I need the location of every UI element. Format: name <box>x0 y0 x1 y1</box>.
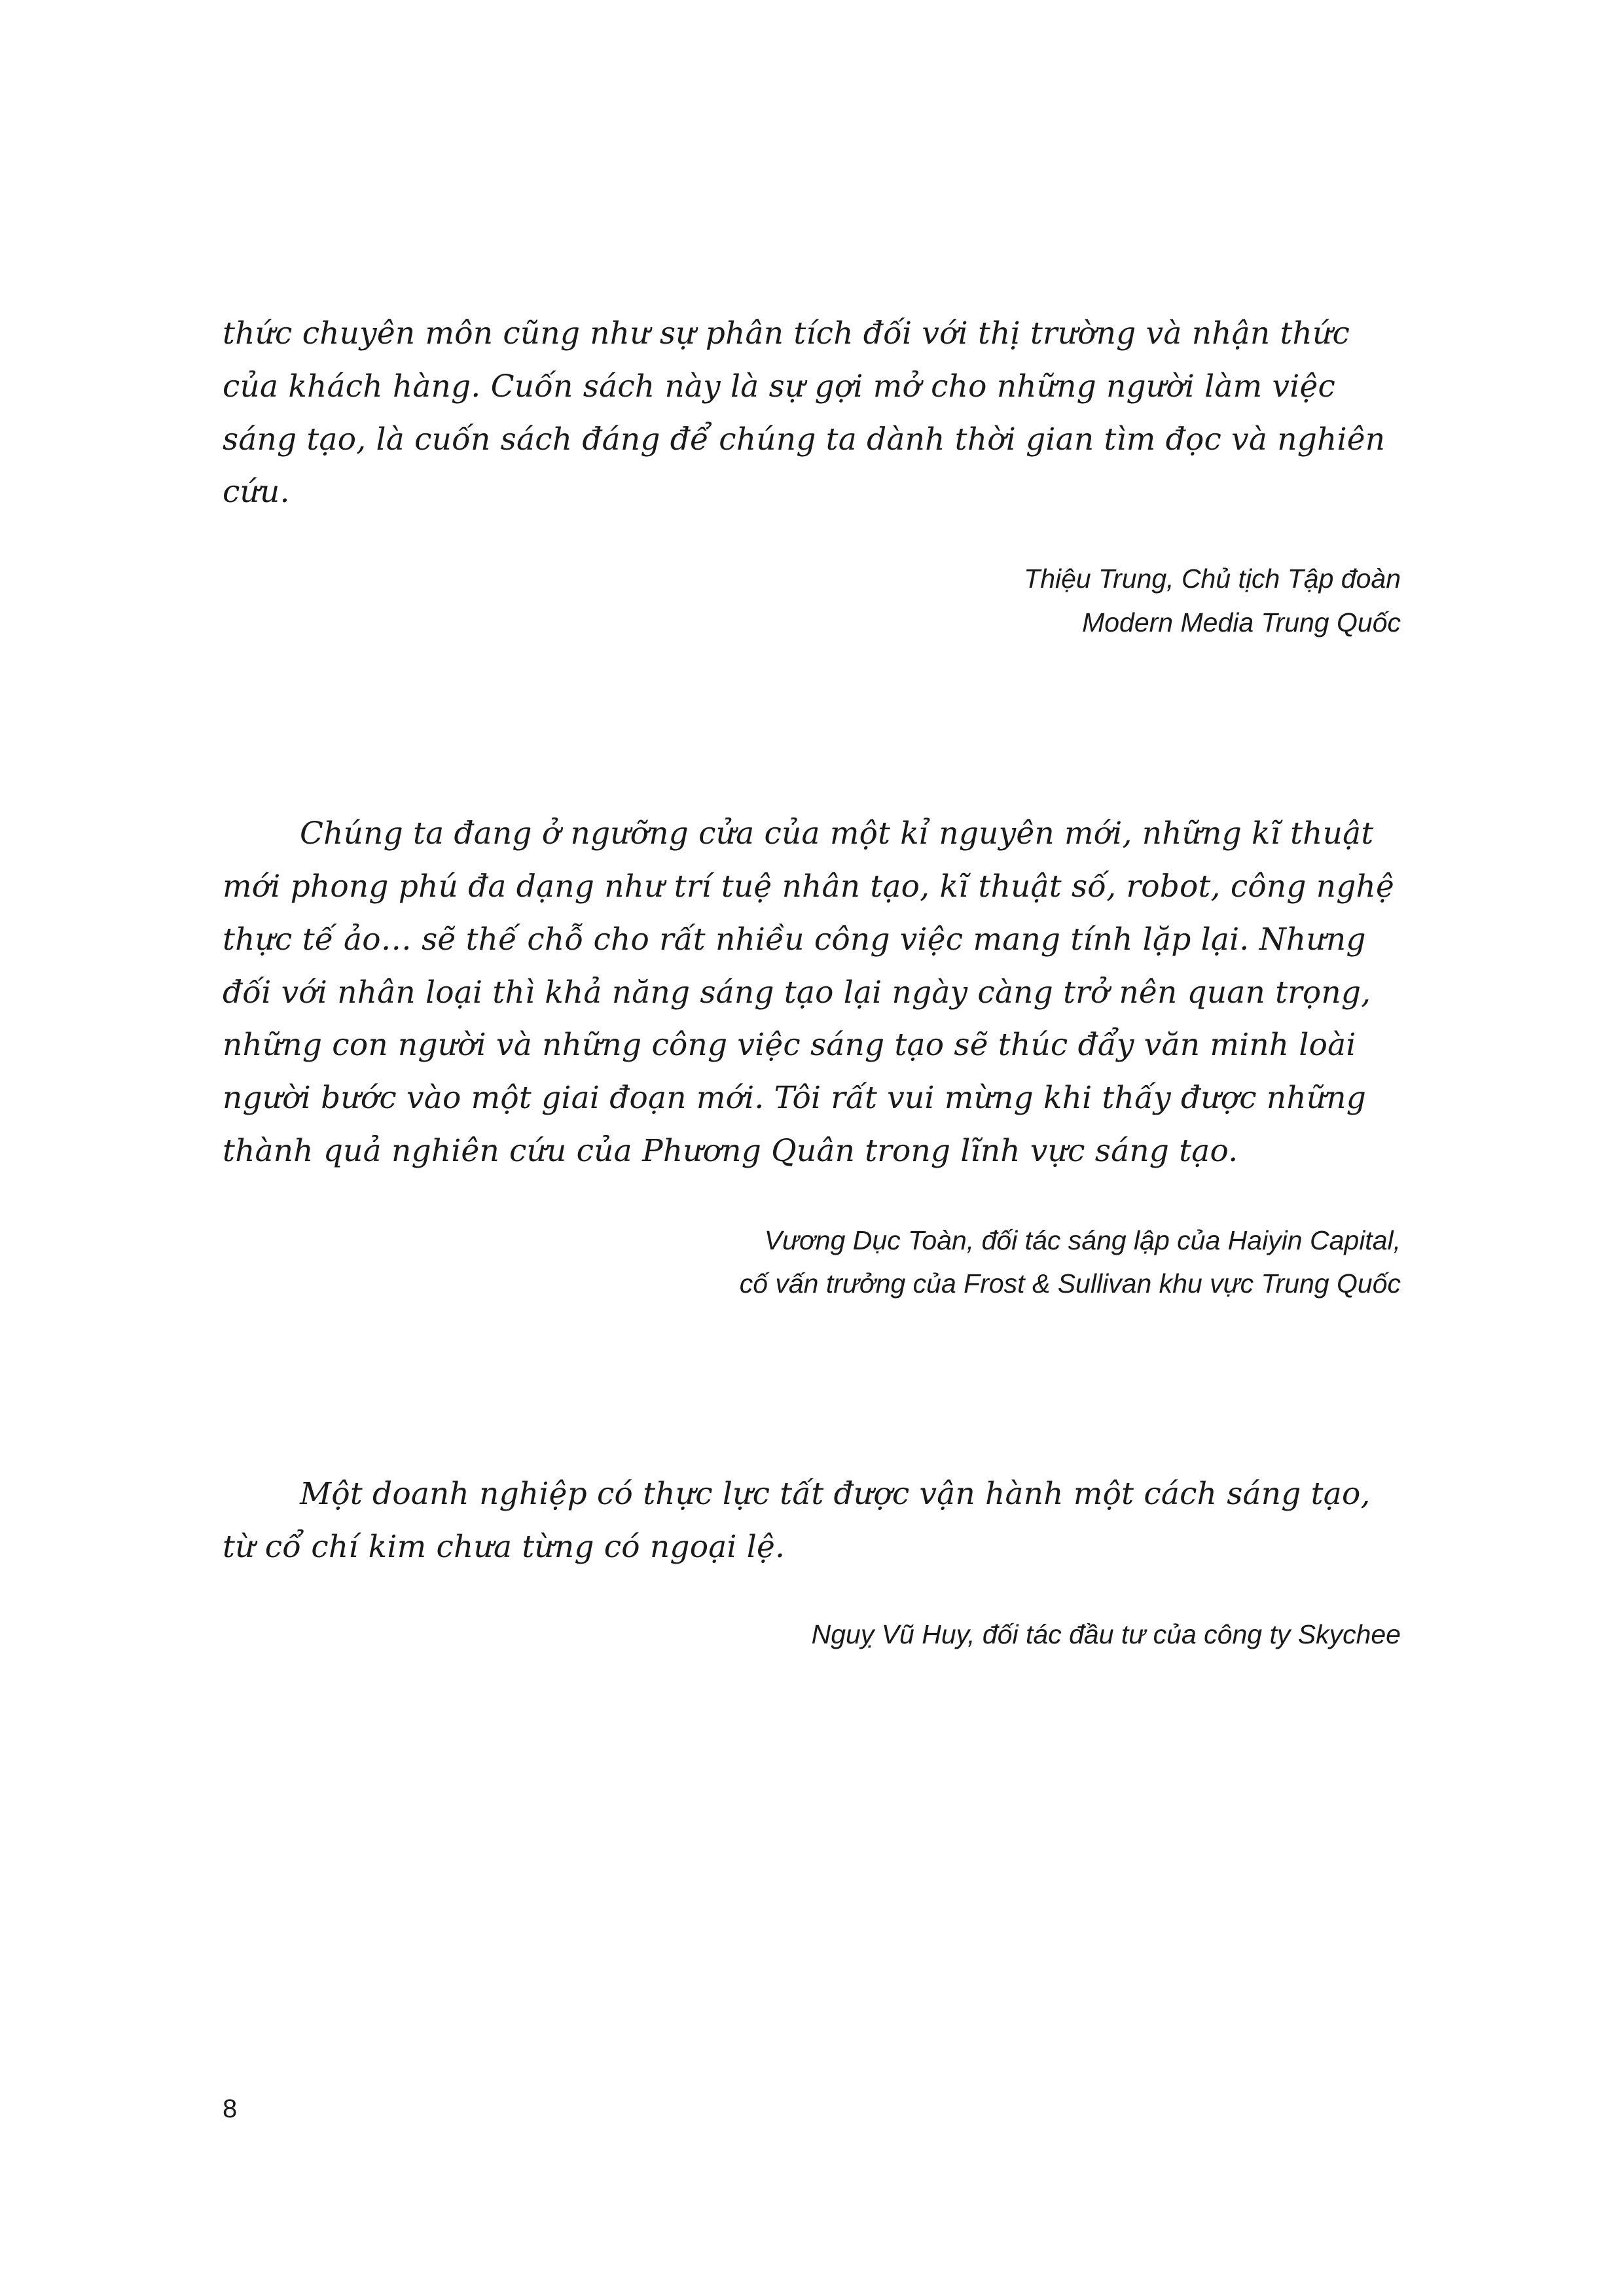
quote-attribution-2-line-2: cố vấn trưởng của Frost & Sullivan khu vực Trung Quốc <box>739 1268 1401 1299</box>
page-number: 8 <box>223 2094 238 2123</box>
quote-paragraph-1: thức chuyên môn cũng như sự phân tích đối với thị trường và nhận thức của khách hàng. Cuốn sách này là sự gợi mở cho những người làm việc sáng tạo, là cuốn sách đáng để chúng ta dành thời gian tìm đọc và nghiên cứu. <box>223 315 1386 511</box>
quote-attribution-1-line-1: Thiệu Trung, Chủ tịch Tập đoàn <box>1024 564 1401 594</box>
quote-attribution-3-line-1: Nguỵ Vũ Huy, đối tác đầu tư của công ty Skychee <box>811 1619 1401 1650</box>
quote-paragraph-2: Chúng ta đang ở ngưỡng cửa của một kỉ nguyên mới, những kĩ thuật mới phong phú đa dạng như trí tuệ nhân tạo, kĩ thuật số, robot, công nghệ thực tế ảo… sẽ thế chỗ cho rất nhiều công việc mang tính lặp lại. Nhưng đối với nhân loại thì khả năng sáng tạo lại ngày càng trở nên quan trọng, những con người và những công việc sáng tạo sẽ thúc đẩy văn minh loài người bước vào một giai đoạn mới. Tôi rất vui mừng khi thấy được những thành quả nghiên cứu của Phương Quân trong lĩnh vực sáng tạo. <box>223 816 1394 1170</box>
page-content <box>223 308 1401 1657</box>
quote-attribution-1-line-2: Modern Media Trung Quốc <box>1082 607 1401 637</box>
quote-paragraph-3: Một doanh nghiệp có thực lực tất được vận hành một cách sáng tạo, từ cổ chí kim chưa từng có ngoại lệ. <box>223 1475 1371 1565</box>
quote-attribution-2-line-1: Vương Dục Toàn, đối tác sáng lập của Haiyin Capital, <box>764 1225 1401 1255</box>
